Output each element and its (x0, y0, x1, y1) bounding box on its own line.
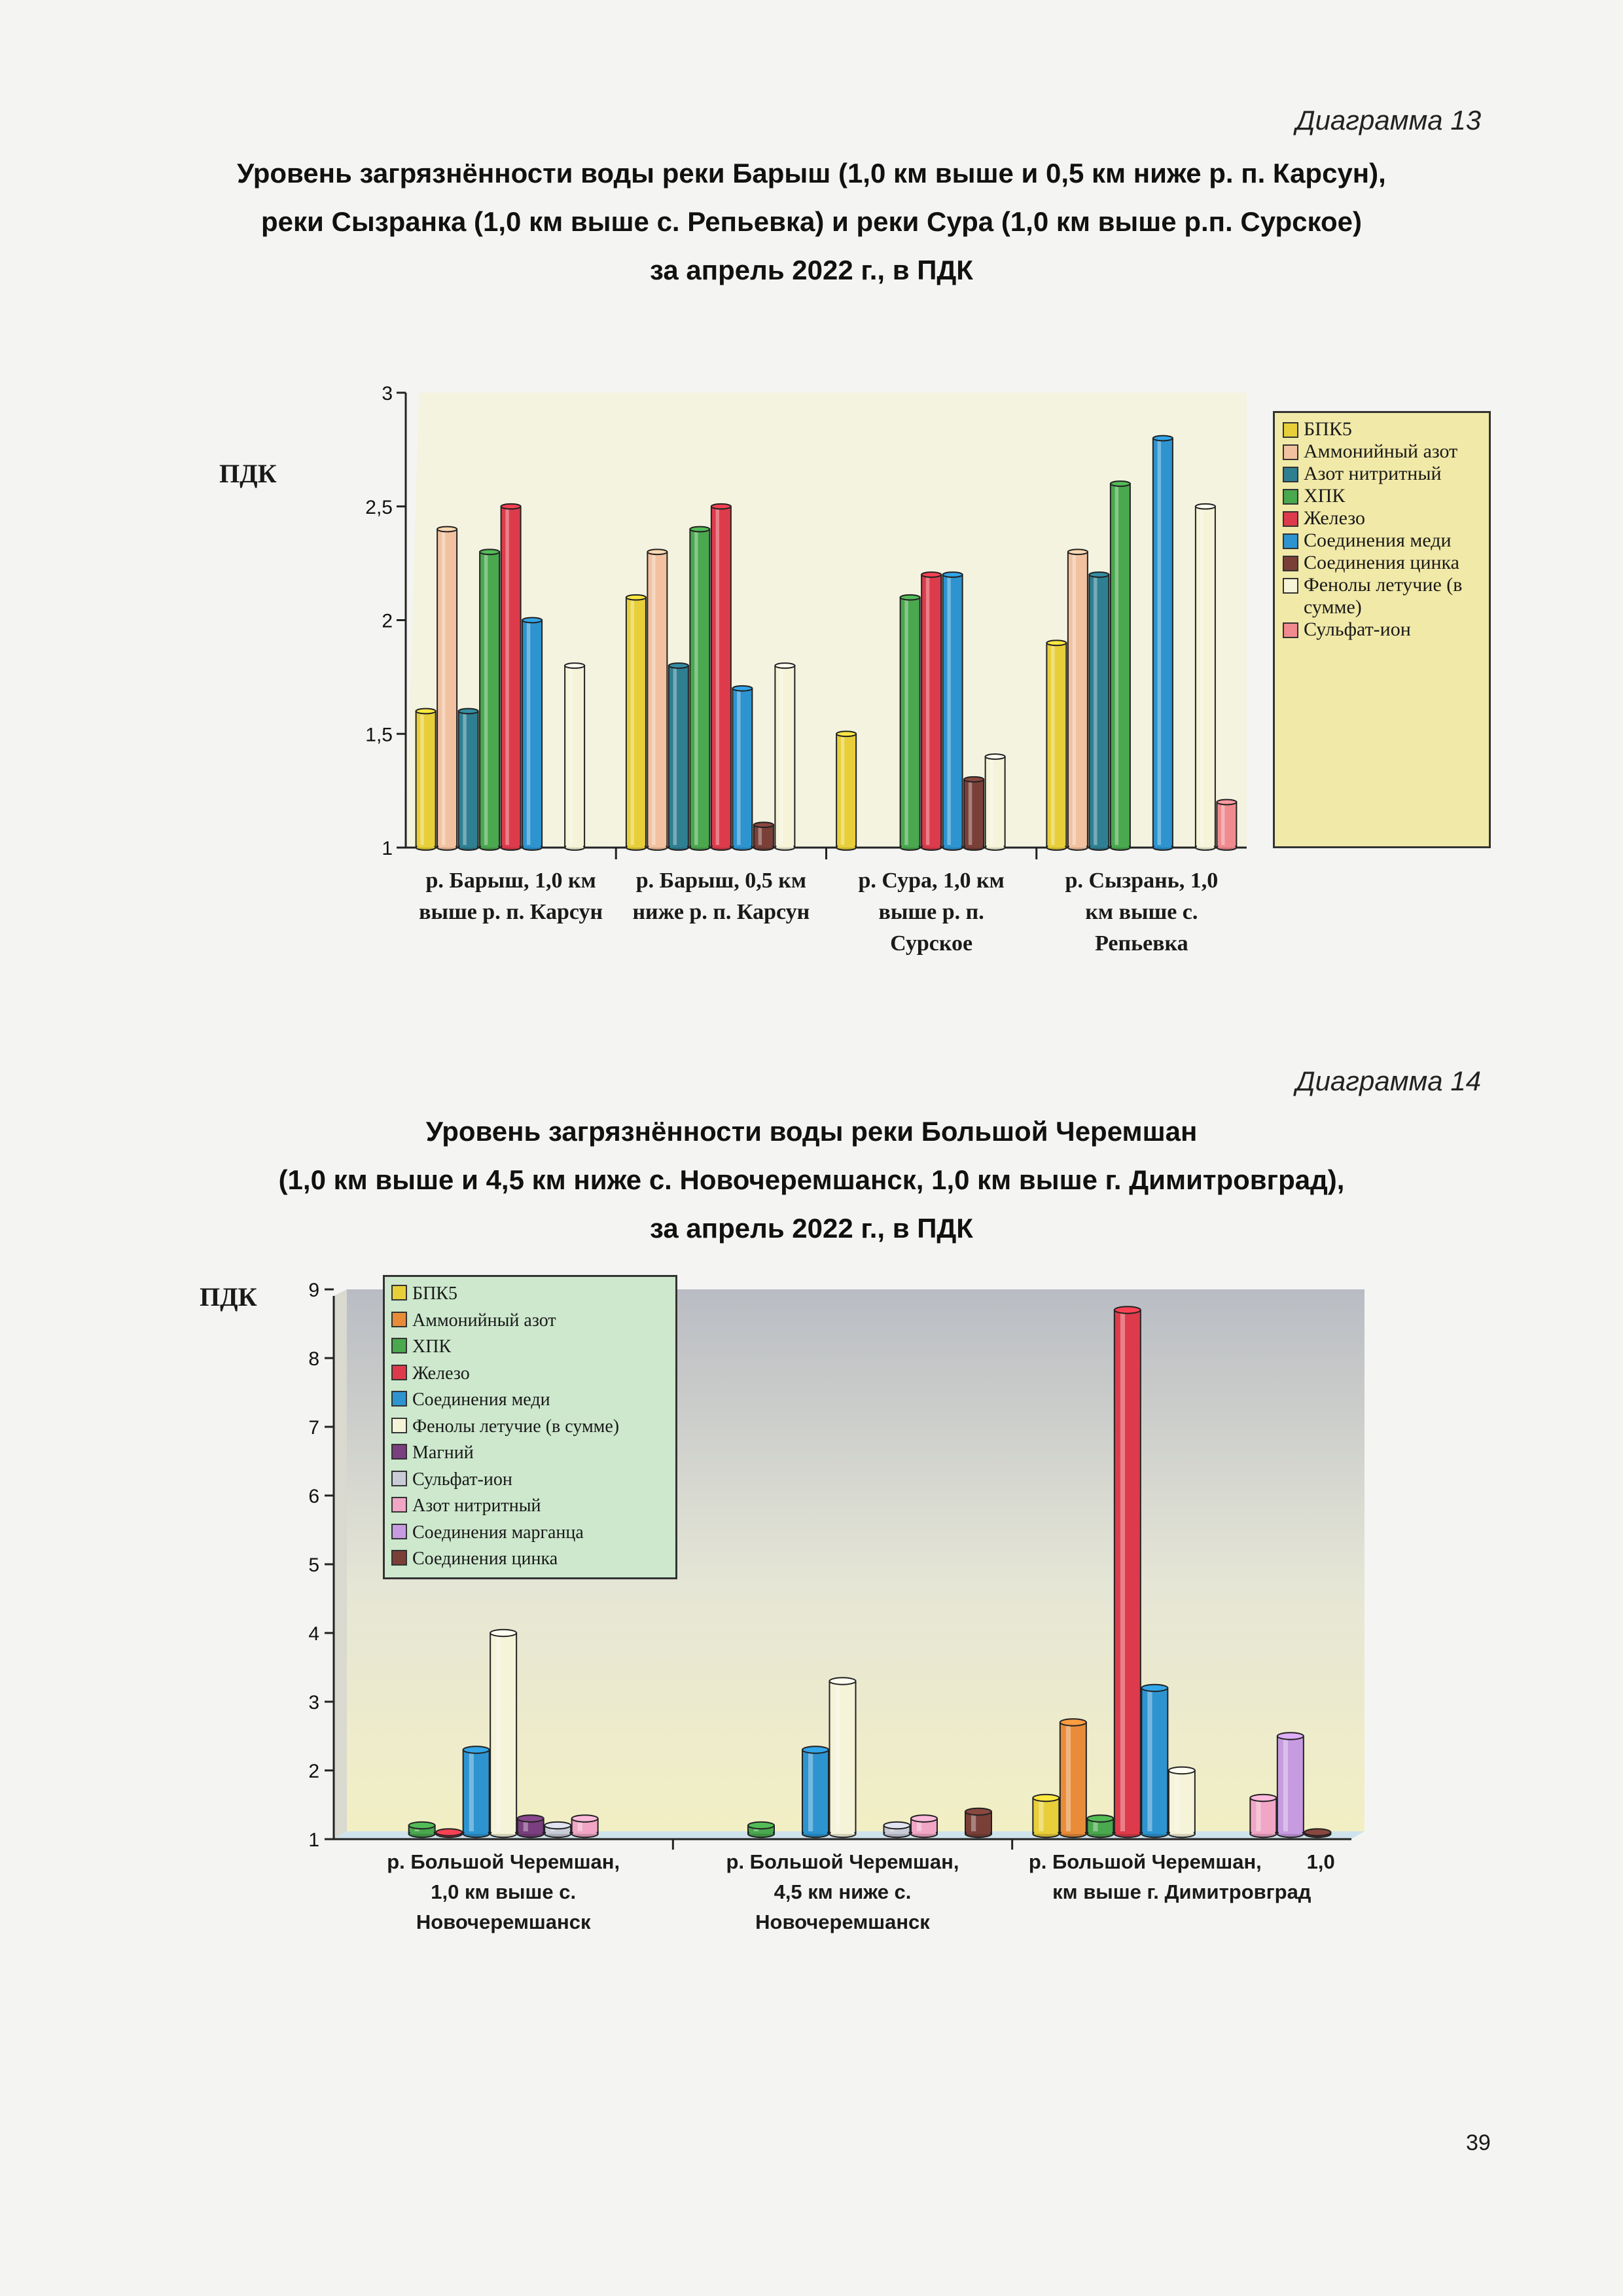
diagram14-bar-бпк5 (1033, 1795, 1059, 1837)
diagram14-legend-label: Магний (412, 1443, 474, 1463)
diagram14-legend-swatch (391, 1550, 407, 1566)
diagram14-y-tick-label: 8 (308, 1348, 319, 1370)
diagram13-category-label (820, 865, 1043, 960)
diagram14-bar-азот-нитритный (572, 1815, 598, 1837)
diagram14-legend-item-бпк5 (391, 1281, 669, 1308)
diagram13-y-tick-label: 1 (382, 838, 393, 859)
diagram14-legend-label: ХПК (412, 1336, 452, 1357)
diagram13-bar-аммонийный-азот (437, 527, 457, 850)
diagram14-category-label-line: р. Большой Черемшан, (726, 1850, 959, 1873)
diagram13-legend-label: Фенолы летучие (в сумме) (1304, 574, 1463, 618)
diagram14-title-line-1: Уровень загрязнённости воды реки Большой Черемшан (425, 1116, 1198, 1147)
diagram14-category-label-line: р. Большой Черемшан, (387, 1850, 620, 1873)
diagram14-legend-swatch (391, 1418, 407, 1433)
diagram13-legend-item-аммонийный-азот (1283, 440, 1481, 463)
diagram14-legend-item-аммонийный-азот (391, 1308, 669, 1335)
diagram13-bar-азот-нитритный (1089, 572, 1109, 850)
diagram13-category-label-line: выше р. п. Карсун (419, 900, 603, 924)
diagram14-legend-swatch (391, 1391, 407, 1407)
diagram14-bar-фенолы-летучие-в-сумме (830, 1677, 856, 1837)
diagram14-legend-label: Фенолы летучие (в сумме) (412, 1416, 620, 1437)
diagram14-bar-сульфат-ион (884, 1822, 910, 1837)
diagram14-legend-item-фенолы-летучие-в-сумме (391, 1414, 669, 1441)
diagram14-legend-item-хпк (391, 1334, 669, 1361)
diagram13-title-line-1: Уровень загрязнённости воды реки Барыш (1,0 км выше и 0,5 км ниже р. п. Карсун), (237, 158, 1386, 188)
diagram13-legend-swatch (1283, 511, 1298, 527)
diagram13-legend-swatch (1283, 444, 1298, 460)
diagram13-bar-соединения-меди (732, 686, 752, 850)
diagram14-legend-label: Азот нитритный (412, 1496, 541, 1516)
diagram14-category-label-line: Новочеремшанск (416, 1910, 591, 1933)
diagram13-bar-азот-нитритный (669, 663, 688, 850)
diagram13-bar-фенолы-летучие-в-сумме (1196, 504, 1215, 850)
diagram13-category-label-line: км выше с. (1085, 900, 1198, 924)
diagram14-y-tick-label: 4 (308, 1623, 319, 1645)
diagram14-y-tick-label: 7 (308, 1417, 319, 1439)
diagram13-category-label-line: выше р. п. (878, 900, 984, 924)
diagram14-legend-item-соединения-цинка (391, 1546, 669, 1573)
diagram13-legend-item-азот-нитритный (1283, 463, 1481, 485)
diagram13-legend-swatch (1283, 556, 1298, 571)
diagram13-bar-аммонийный-азот (647, 549, 667, 850)
diagram14-bar-соединения-цинка (1304, 1829, 1330, 1837)
diagram13-legend-item-железо (1283, 507, 1481, 529)
diagram13-legend-label: Соединения меди (1304, 529, 1452, 551)
diagram14-category-label-line: 4,5 км ниже с. (774, 1880, 912, 1903)
diagram13-bar-сульфат-ион (1217, 800, 1236, 850)
diagram13-bar-хпк (1111, 481, 1130, 850)
diagram13-bar-соединения-цинка (754, 822, 774, 850)
diagram13-category-label-line: Репьевка (1095, 931, 1188, 956)
diagram14-caption: Диаграмма 14 (1296, 1066, 1482, 1096)
diagram13-legend-swatch (1283, 422, 1298, 438)
diagram13-legend-item-бпк5 (1283, 418, 1481, 440)
diagram14-bar-магний (518, 1815, 544, 1837)
diagram14-legend-item-сульфат-ион (391, 1467, 669, 1494)
diagram14-y-axis-label: ПДК (200, 1282, 257, 1312)
diagram13-category-label-line: р. Барыш, 1,0 км (425, 869, 596, 893)
diagram13-category-label-line: р. Сура, 1,0 км (858, 869, 1005, 893)
diagram13-y-tick-label: 2,5 (365, 496, 393, 518)
diagram13-bar-аммонийный-азот (1068, 549, 1088, 850)
diagram14-legend-label: Соединения марганца (412, 1522, 584, 1543)
diagram14-y-tick-label: 3 (308, 1692, 319, 1713)
diagram14-legend-label: Аммонийный азот (412, 1310, 556, 1331)
diagram13-y-axis-label: ПДК (219, 459, 277, 488)
diagram13-category-label-line: р. Барыш, 0,5 км (635, 869, 807, 893)
diagram14-bar-сульфат-ион (544, 1822, 571, 1837)
diagram14-side-wall (334, 1289, 347, 1839)
diagram13-bar-хпк (690, 527, 709, 850)
diagram13-bar-железо (501, 504, 521, 850)
diagram13-bar-бпк5 (1046, 640, 1066, 850)
diagram13-bar-железо (921, 572, 941, 850)
diagram14-bar-фенолы-летучие-в-сумме (1169, 1767, 1195, 1837)
diagram13-bar-соединения-меди (943, 572, 963, 850)
diagram13-legend-swatch (1283, 622, 1298, 638)
diagram14-legend-label: Соединения цинка (412, 1549, 558, 1569)
diagram13-title-line-2: реки Сызранка (1,0 км выше с. Репьевка) и реки Сура (1,0 км выше р.п. Сурское) (261, 206, 1362, 237)
diagram14-category-label-line: р. Большой Черемшан, 1,0 (1028, 1850, 1335, 1873)
diagram13-category-label (399, 865, 622, 928)
diagram13-legend-swatch (1283, 489, 1298, 505)
diagram13-y-tick-label: 1,5 (365, 724, 393, 746)
diagram13-category-label (1030, 865, 1253, 960)
diagram14-legend-swatch (391, 1471, 407, 1486)
diagram13-legend-swatch (1283, 578, 1298, 594)
diagram14-legend-swatch (391, 1444, 407, 1460)
diagram14-legend-item-соединения-марганца (391, 1520, 669, 1547)
diagram14-y-tick-label: 6 (308, 1486, 319, 1507)
diagram14-title-line-3: за апрель 2022 г., в ПДК (650, 1213, 973, 1244)
diagram14-y-tick-label: 1 (308, 1829, 319, 1851)
diagram14-bar-железо (1115, 1306, 1141, 1837)
diagram14-legend-swatch (391, 1312, 407, 1327)
diagram13-category-label (609, 865, 832, 928)
diagram13-legend-item-сульфат-ион (1283, 619, 1481, 641)
diagram14-legend-item-железо (391, 1361, 669, 1388)
diagram13-bar-хпк (480, 549, 499, 850)
diagram13-legend-label: ХПК (1304, 485, 1346, 507)
diagram14-category-label (653, 1847, 1031, 1937)
diagram13-legend-swatch (1283, 467, 1298, 482)
page-number: 39 (1466, 2130, 1491, 2155)
diagram13-bar-соединения-меди (1153, 436, 1173, 850)
diagram13-legend-item-соединения-меди (1283, 529, 1481, 552)
diagram14-legend-item-магний (391, 1440, 669, 1467)
diagram14-legend-label: БПК5 (412, 1283, 457, 1304)
diagram14-bar-аммонийный-азот (1060, 1719, 1086, 1837)
diagram13-bar-фенолы-летучие-в-сумме (986, 754, 1005, 850)
diagram14-bar-хпк (748, 1822, 774, 1837)
diagram13-legend-swatch (1283, 533, 1298, 549)
diagram13-y-tick-label: 3 (382, 383, 393, 404)
diagram14-bar-азот-нитритный (911, 1815, 937, 1837)
diagram13-bar-соединения-меди (522, 618, 542, 850)
diagram13-bar-хпк (901, 595, 920, 850)
diagram14-category-label-line: 1,0 км выше с. (431, 1880, 577, 1903)
diagram13-y-tick-label: 2 (382, 610, 393, 632)
diagram13-bar-бпк5 (626, 595, 646, 850)
diagram13-bar-железо (711, 504, 731, 850)
diagram13-chart (0, 367, 1283, 890)
diagram14-category-label-line: Новочеремшанск (755, 1910, 930, 1933)
diagram14-bar-соединения-марганца (1277, 1732, 1304, 1837)
diagram14-y-tick-label: 9 (308, 1280, 319, 1301)
diagram14-y-tick-label: 5 (308, 1554, 319, 1576)
diagram14-title-line-2: (1,0 км выше и 4,5 км ниже с. Новочеремшанск, 1,0 км выше г. Димитровград), (278, 1164, 1345, 1195)
diagram14-category-label (993, 1847, 1371, 1907)
diagram14-bar-хпк (1087, 1815, 1113, 1837)
diagram14-legend-swatch (391, 1497, 407, 1513)
diagram14-legend-swatch (391, 1365, 407, 1380)
diagram13-bar-азот-нитритный (459, 709, 478, 850)
diagram14-legend-label: Соединения меди (412, 1390, 550, 1410)
diagram14-bar-азот-нитритный (1250, 1795, 1276, 1837)
diagram13-category-label-line: р. Сызрань, 1,0 (1065, 869, 1219, 893)
diagram13-title-line-3: за апрель 2022 г., в ПДК (650, 255, 973, 285)
diagram13-bar-бпк5 (836, 731, 856, 850)
diagram14-category-label-line: км выше г. Димитровград (1052, 1880, 1311, 1903)
diagram14-legend-label: Железо (412, 1363, 470, 1384)
diagram13-bar-бпк5 (416, 709, 436, 850)
diagram13-legend-label: Аммонийный азот (1304, 440, 1458, 462)
diagram14-bar-соединения-цинка (965, 1808, 991, 1837)
diagram14-legend-label: Сульфат-ион (412, 1469, 512, 1490)
diagram14-legend-item-азот-нитритный (391, 1493, 669, 1520)
diagram13-legend-label: Азот нитритный (1304, 463, 1442, 484)
diagram14-bar-фенолы-летучие-в-сумме (490, 1630, 516, 1837)
diagram14-bar-железо (436, 1829, 462, 1837)
diagram14-legend-swatch (391, 1285, 407, 1300)
diagram14-y-tick-label: 2 (308, 1761, 319, 1782)
diagram13-legend-item-соединения-цинка (1283, 552, 1481, 574)
diagram13-legend-item-хпк (1283, 485, 1481, 507)
diagram14-bar-соединения-меди (1141, 1685, 1168, 1837)
diagram14-bar-хпк (409, 1822, 435, 1837)
diagram13-legend-label: Железо (1304, 507, 1365, 529)
diagram14-bar-соединения-меди (463, 1746, 490, 1837)
diagram14-legend-swatch (391, 1524, 407, 1539)
diagram13-caption: Диаграмма 13 (1296, 105, 1482, 135)
diagram13-bar-фенолы-летучие-в-сумме (775, 663, 794, 850)
diagram13-category-label-line: ниже р. п. Карсун (632, 900, 810, 924)
diagram14-legend (383, 1275, 677, 1579)
diagram13-legend-label: БПК5 (1304, 418, 1352, 440)
diagram13-bar-соединения-цинка (964, 777, 984, 850)
diagram13-legend-label: Сульфат-ион (1304, 619, 1411, 640)
diagram13-bar-фенолы-летучие-в-сумме (565, 663, 584, 850)
diagram14-chart (0, 1257, 1440, 1859)
diagram13-legend-item-фенолы-летучие-в-сумме (1283, 574, 1481, 619)
diagram13-legend (1273, 411, 1491, 848)
diagram14-legend-item-соединения-меди (391, 1387, 669, 1414)
diagram13-legend-label: Соединения цинка (1304, 552, 1459, 573)
diagram13-category-label-line: Сурское (890, 931, 973, 956)
diagram14-legend-swatch (391, 1338, 407, 1354)
diagram14-category-label (314, 1847, 692, 1937)
diagram14-bar-соединения-меди (802, 1746, 829, 1837)
